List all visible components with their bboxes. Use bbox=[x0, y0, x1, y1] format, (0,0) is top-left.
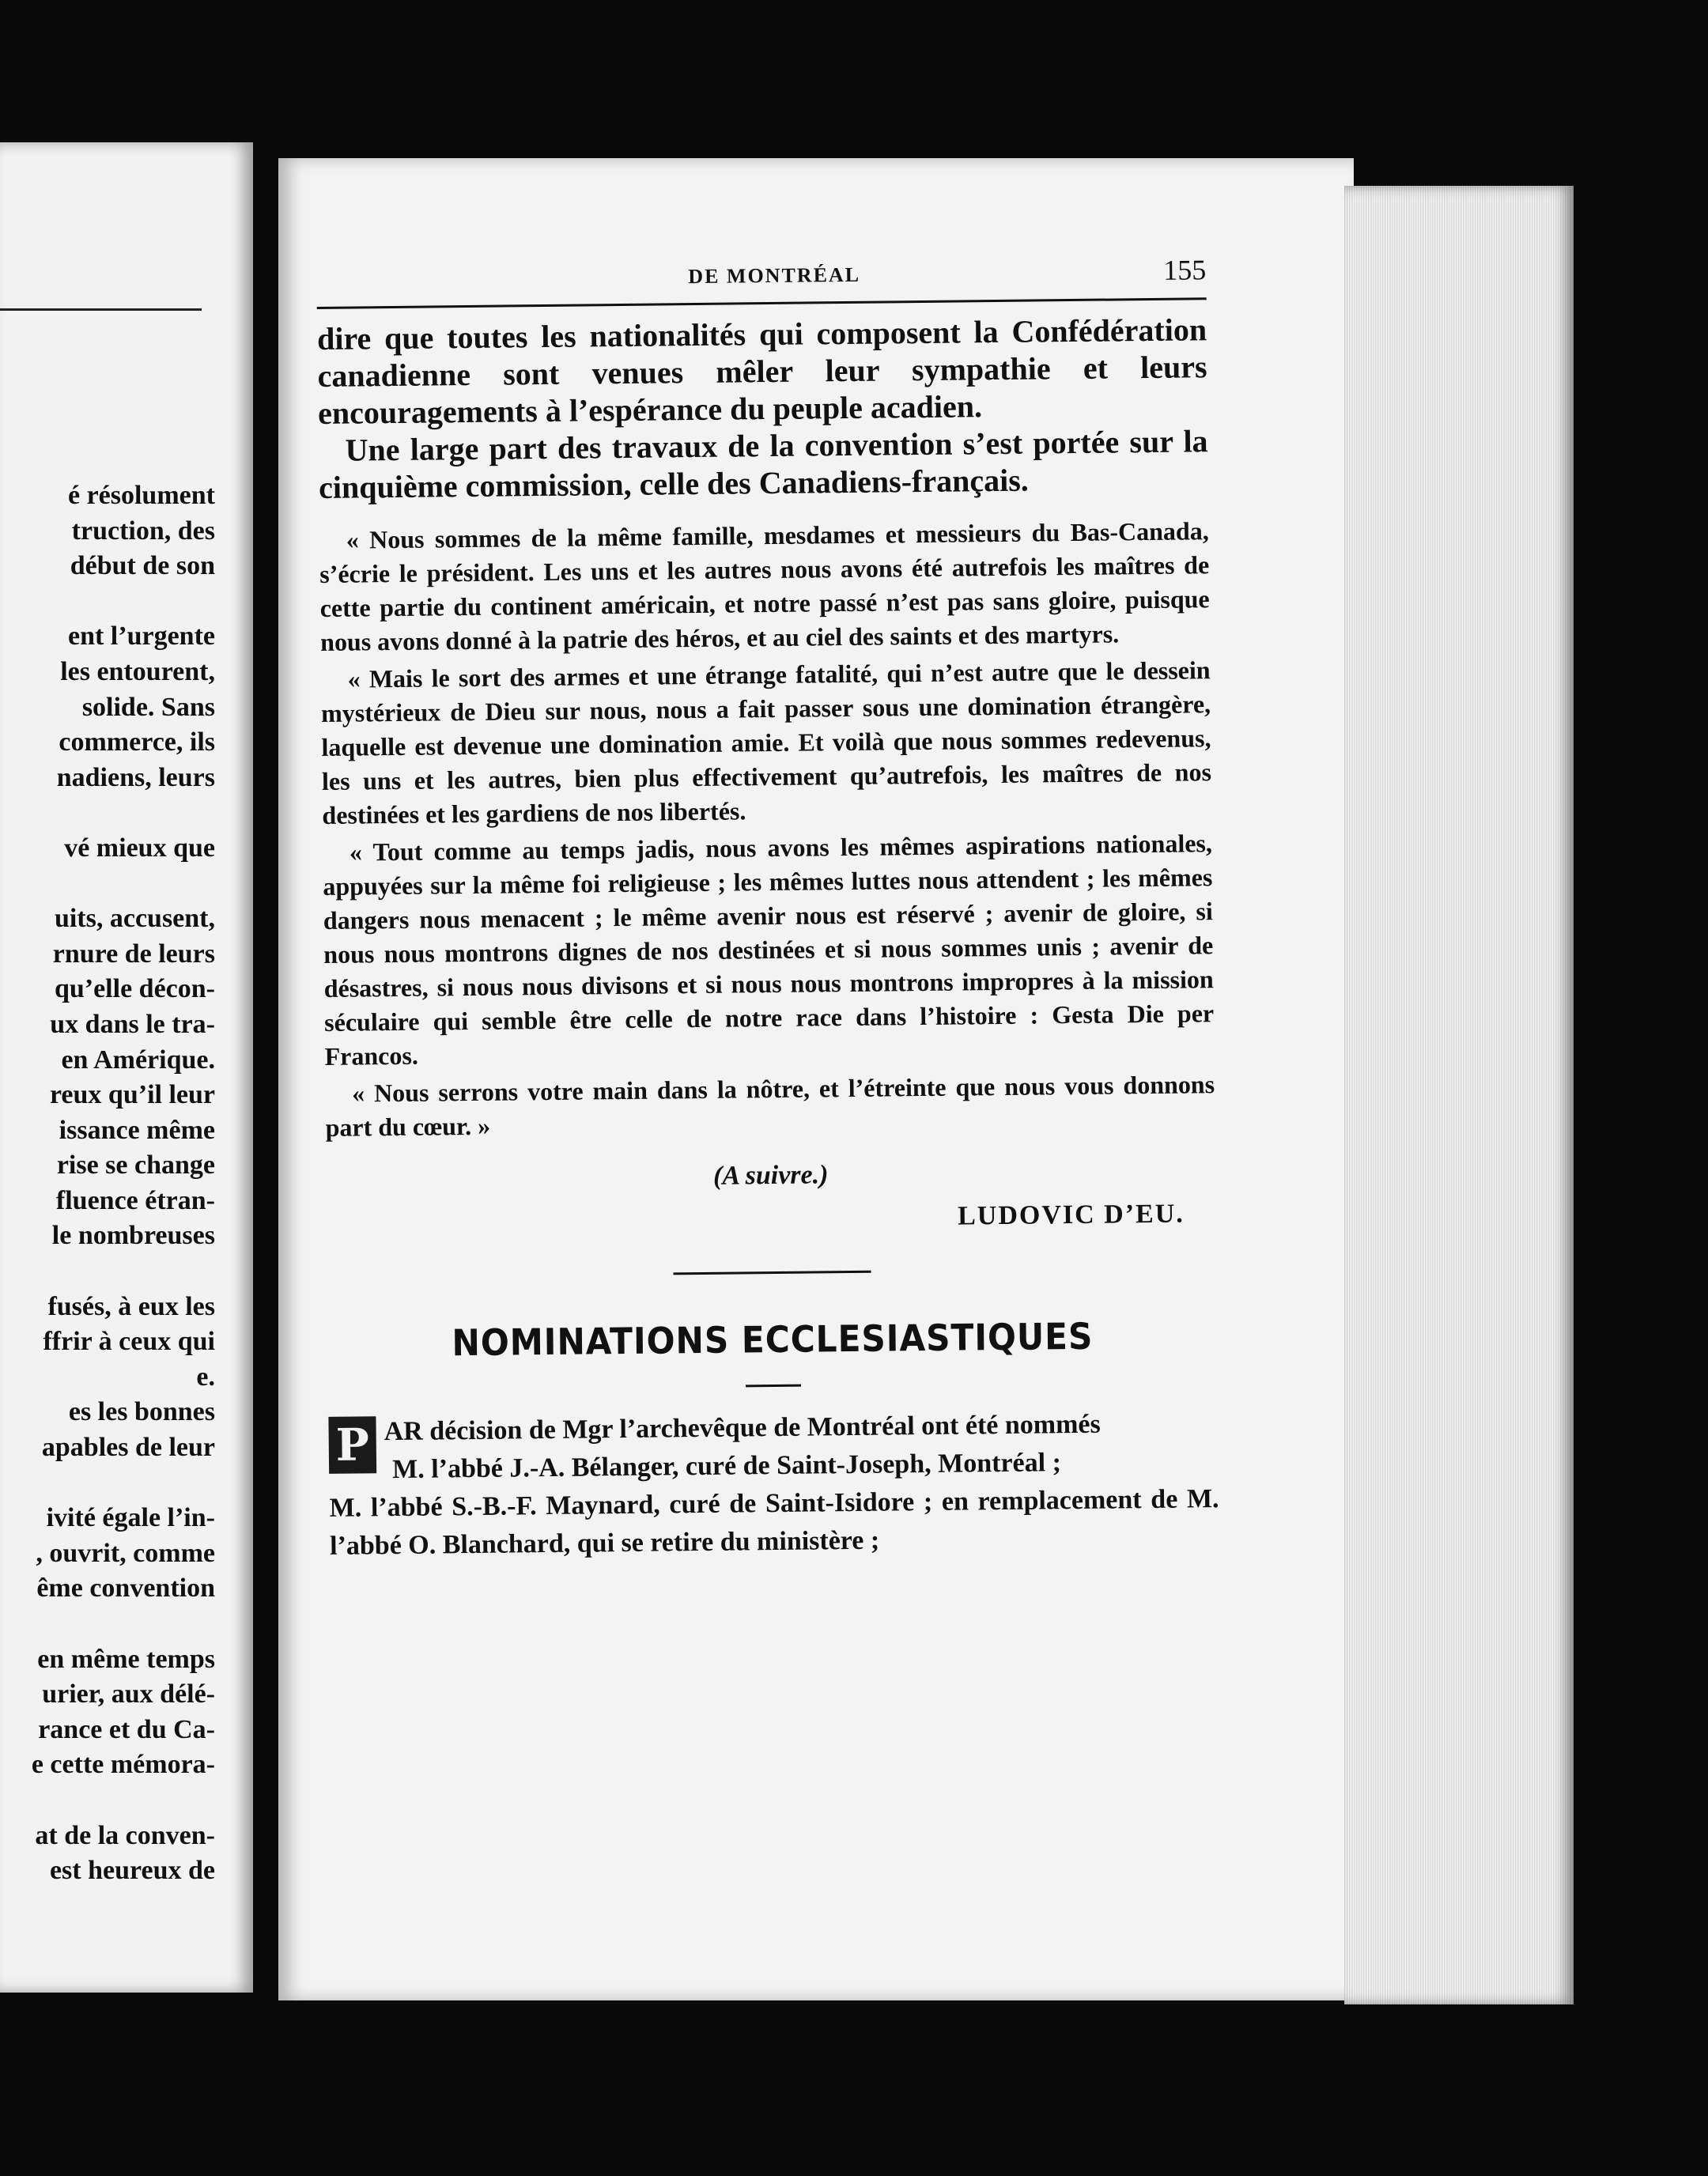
left-page-line: rance et du Ca- bbox=[38, 1714, 215, 1744]
left-page-line: ême convention bbox=[36, 1573, 215, 1604]
left-page-line bbox=[32, 795, 215, 831]
left-page-line bbox=[32, 1254, 215, 1290]
left-page-line: apables de leur bbox=[41, 1433, 215, 1463]
drop-cap: P bbox=[328, 1416, 376, 1474]
left-page bbox=[0, 142, 253, 1993]
left-page-line: solide. Sans bbox=[81, 692, 215, 722]
left-page-line: rnure de leurs bbox=[52, 939, 215, 969]
header-rule bbox=[317, 297, 1207, 309]
left-page-text bbox=[32, 478, 215, 1889]
left-page-line: les entourent, bbox=[60, 656, 215, 686]
left-page-line: en Amérique. bbox=[61, 1045, 215, 1075]
left-page-line: urier, aux délé- bbox=[42, 1679, 215, 1709]
author-signature: LUDOVIC D’EU. bbox=[957, 1199, 1185, 1231]
page-number: 155 bbox=[1163, 254, 1207, 286]
left-page-line: est heureux de bbox=[49, 1856, 215, 1886]
left-page-line: truction, des bbox=[71, 516, 215, 546]
running-header bbox=[316, 244, 1207, 300]
left-page-line: reux qu’il leur bbox=[49, 1080, 215, 1110]
nominations-text bbox=[328, 1404, 1219, 1566]
nomination-line: M. l’abbé J.-A. Bélanger, curé de Saint-Joseph, Montréal ; bbox=[391, 1448, 1062, 1485]
body-paragraph: Une large part des travaux de la convention s’est portée sur la cinquième commission, celle des Canadiens-français. bbox=[318, 423, 1208, 505]
left-page-line: é résolument bbox=[67, 481, 215, 510]
nomination-line: AR décision de Mgr l’archevêque de Montréal ont été nommés bbox=[384, 1409, 1101, 1447]
section-title: NOMINATIONS ECCLESIASTIQUES bbox=[452, 1314, 1094, 1365]
to-be-continued: (A suivre.) bbox=[712, 1160, 829, 1191]
left-page-line: ivité égale l’in- bbox=[46, 1503, 215, 1533]
title-rule bbox=[746, 1385, 801, 1388]
quote-paragraph: « Tout comme au temps jadis, nous avons les mêmes aspirations nationales, appuyées sur la même foi religieuse ; les mêmes luttes nous attendent ; les mêmes dangers nous menacent ; le même avenir nous est réservé ; avenir de gloire, si nous nous montrons dignes de nos destinées et si nous sommes unis ; avenir de désastres, si nous nous divisons et si nous nous montrons impropres à la mission séculaire qui semble être celle de notre race dans l’histoire : Gesta Die per Francos. bbox=[323, 829, 1215, 1071]
left-page-line bbox=[32, 1607, 215, 1642]
left-page-line: at de la conven- bbox=[35, 1820, 215, 1850]
section-divider bbox=[673, 1271, 871, 1275]
left-page-line: vé mieux que bbox=[64, 833, 215, 863]
quote-paragraph: « Nous sommes de la même famille, mesdames et messieurs du Bas-Canada, s’écrie le président. Les uns et les autres nous avons été autrefois les maîtres de cette partie du continent américain, et notre passé n’est pas sans gloire, puisque nous avons donné à la patrie des héros, et au ciel des saints et des martyrs. bbox=[319, 516, 1210, 656]
left-page-line: commerce, ils bbox=[59, 727, 215, 757]
left-page-line: fusés, à eux les bbox=[47, 1291, 215, 1321]
left-page-line: e. bbox=[196, 1362, 215, 1392]
book-page-edges bbox=[1344, 186, 1574, 2004]
left-page-line bbox=[32, 1466, 215, 1502]
left-page-line: en même temps bbox=[37, 1644, 215, 1674]
running-title: DE MONTRÉAL bbox=[688, 263, 861, 289]
left-page-line: rise se change bbox=[56, 1150, 215, 1181]
left-page-line: uits, accusent, bbox=[54, 904, 215, 934]
right-page-text bbox=[316, 244, 1219, 1566]
nomination-line: M. l’abbé S.-B.-F. Maynard, curé de Saint-Isidore ; en remplacement de M. l’abbé O. Blanchard, qui se retire du ministère ; bbox=[329, 1484, 1219, 1561]
left-page-line: ux dans le tra- bbox=[50, 1009, 215, 1039]
left-page-line: début de son bbox=[70, 551, 215, 581]
left-page-line: ffrir à ceux qui bbox=[43, 1327, 215, 1357]
left-page-line bbox=[32, 867, 215, 902]
left-page-line: , ouvrit, comme bbox=[36, 1538, 215, 1568]
left-page-line: le nombreuses bbox=[51, 1221, 215, 1251]
left-page-line: nadiens, leurs bbox=[56, 762, 215, 792]
left-page-line: fluence étran- bbox=[55, 1185, 215, 1215]
left-page-line: qu’elle décon- bbox=[54, 974, 215, 1004]
left-page-line bbox=[32, 584, 215, 620]
left-page-line bbox=[32, 1783, 215, 1819]
left-page-line: e cette mémora- bbox=[31, 1750, 215, 1780]
quote-paragraph: « Mais le sort des armes et une étrange fatalité, qui n’est autre que le dessein mystérieux de Dieu sur nous, nous a fait passer sous une domination étrangère, laquelle est devenue une domination amie. Et voilà que nous sommes redevenus, les uns et les autres, bien plus effectivement qu’autrefois, les maîtres de nos destinées et les gardiens de nos libertés. bbox=[320, 655, 1212, 829]
left-page-line: ent l’urgente bbox=[67, 621, 215, 652]
body-paragraph: dire que toutes les nationalités qui composent la Confédération canadienne sont venues mêler leur sympathie et leurs encouragements à l’espérance du peuple acadien. bbox=[316, 312, 1207, 431]
left-page-line: es les bonnes bbox=[68, 1397, 215, 1427]
quote-paragraph: « Nous serrons votre main dans la nôtre, et l’étreinte que nous vous donnons part du cœur. » bbox=[325, 1070, 1215, 1142]
left-page-line: issance même bbox=[59, 1115, 215, 1145]
left-header-rule bbox=[0, 308, 202, 311]
